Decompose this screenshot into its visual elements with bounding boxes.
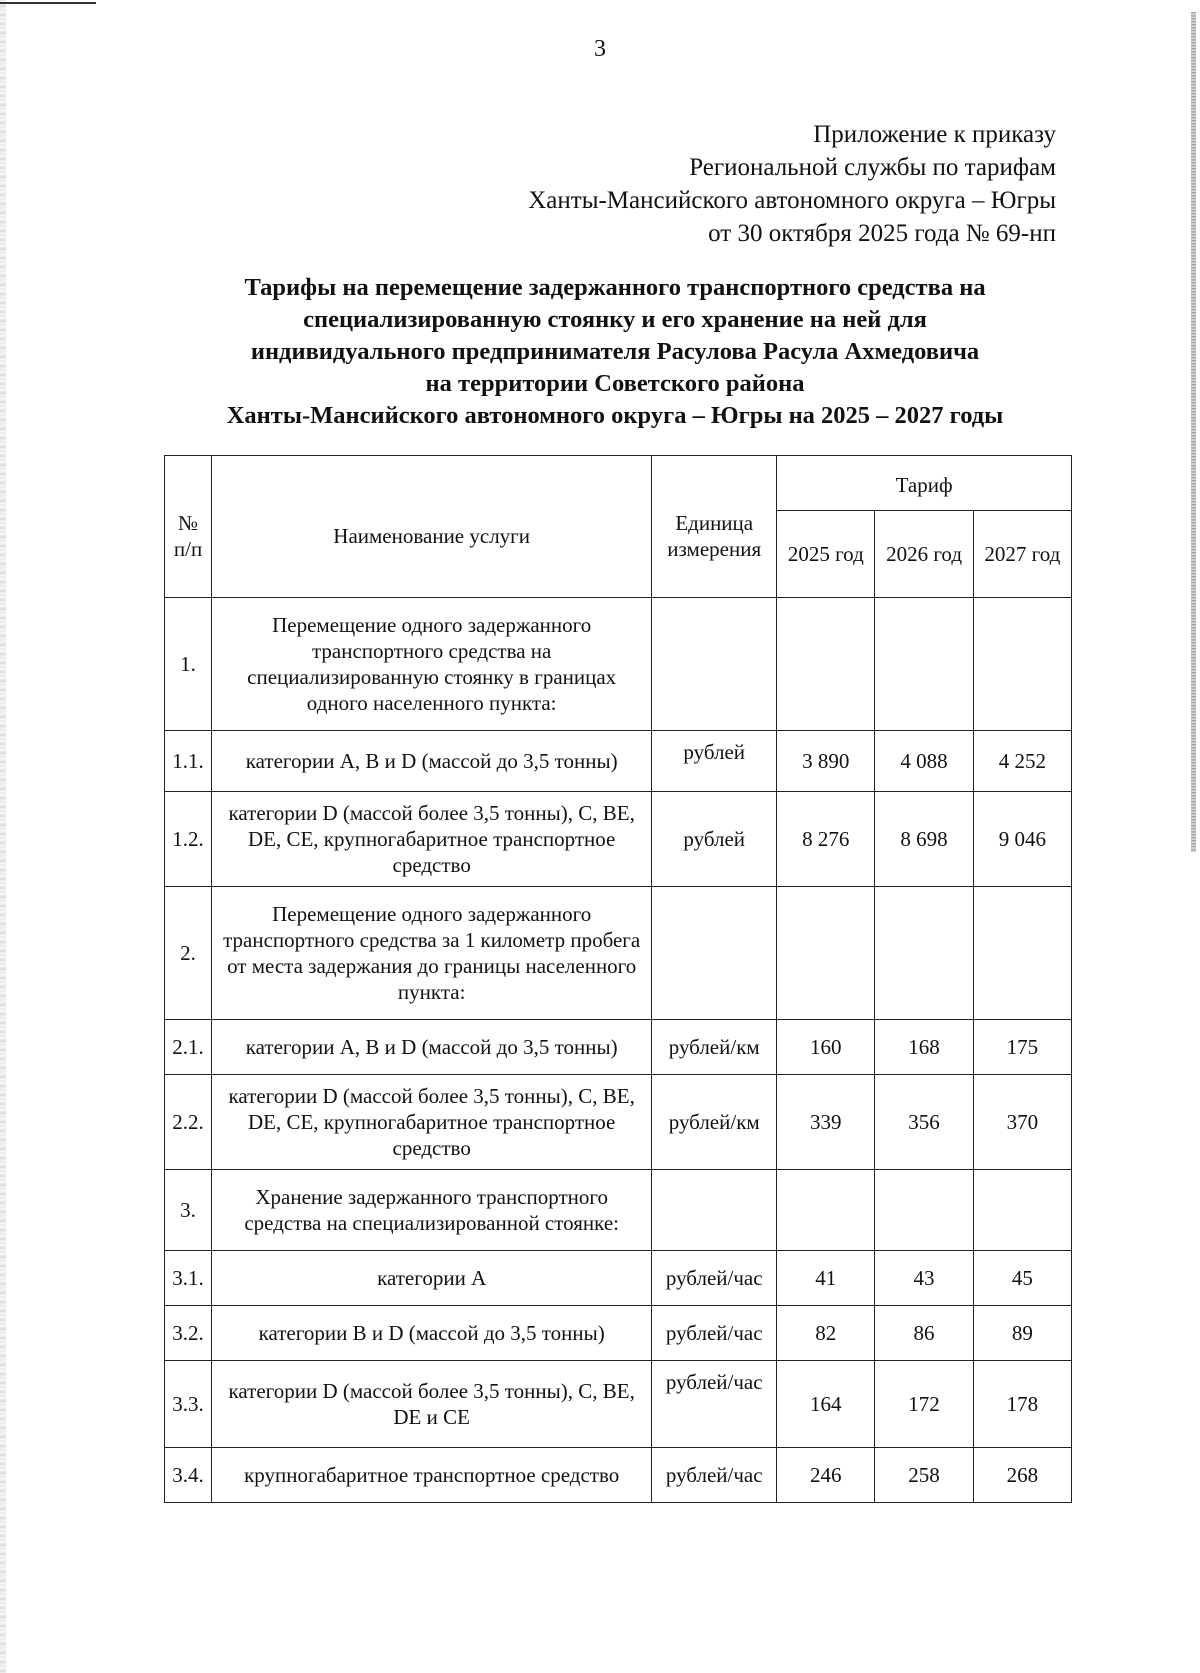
row-value-2026: 168 bbox=[875, 1020, 973, 1075]
row-value-2027: 370 bbox=[973, 1075, 1071, 1170]
row-no: 2. bbox=[165, 887, 212, 1020]
row-name: категории В и D (массой до 3,5 тонны) bbox=[212, 1306, 652, 1361]
row-value-2025: 164 bbox=[777, 1361, 875, 1448]
row-value-2026 bbox=[875, 887, 973, 1020]
header-year-2027: 2027 год bbox=[973, 511, 1071, 598]
row-unit: рублей/час bbox=[652, 1361, 777, 1448]
row-no: 1. bbox=[165, 598, 212, 731]
table-header-row bbox=[165, 456, 1072, 511]
appendix-line: Приложение к приказу bbox=[813, 121, 1056, 148]
row-value-2025: 41 bbox=[777, 1251, 875, 1306]
row-no: 2.2. bbox=[165, 1075, 212, 1170]
title-line: Ханты-Мансийского автономного округа – Югры на 2025 – 2027 годы bbox=[226, 402, 1004, 429]
row-value-2026: 172 bbox=[875, 1361, 973, 1448]
header-year-2026: 2026 год bbox=[875, 511, 973, 598]
table-row bbox=[165, 1020, 1072, 1075]
row-value-2025 bbox=[777, 1170, 875, 1251]
row-value-2025: 3 890 bbox=[777, 731, 875, 792]
row-no: 1.1. bbox=[165, 731, 212, 792]
row-name: категории А bbox=[212, 1251, 652, 1306]
row-no: 2.1. bbox=[165, 1020, 212, 1075]
row-value-2027: 178 bbox=[973, 1361, 1071, 1448]
table-row bbox=[165, 1251, 1072, 1306]
row-value-2025: 82 bbox=[777, 1306, 875, 1361]
table-row bbox=[165, 731, 1072, 792]
row-no: 3.1. bbox=[165, 1251, 212, 1306]
row-name: категории D (массой более 3,5 тонны), С, ВЕ, DЕ, СЕ, крупногабаритное транспортное средство bbox=[212, 1075, 652, 1170]
row-name: категории А, В и D (массой до 3,5 тонны) bbox=[212, 731, 652, 792]
row-value-2027 bbox=[973, 1170, 1071, 1251]
row-value-2027 bbox=[973, 887, 1071, 1020]
row-unit bbox=[652, 887, 777, 1020]
row-value-2026 bbox=[875, 1170, 973, 1251]
row-no: 3. bbox=[165, 1170, 212, 1251]
appendix-line: Ханты-Мансийского автономного округа – Югры bbox=[528, 187, 1056, 214]
table-row bbox=[165, 1170, 1072, 1251]
row-name: Перемещение одного задержанного транспортного средства на специализированную стоянку в границах одного населенного пункта: bbox=[212, 598, 652, 731]
header-name: Наименование услуги bbox=[212, 456, 652, 598]
row-name: Хранение задержанного транспортного средства на специализированной стоянке: bbox=[212, 1170, 652, 1251]
row-unit: рублей/час bbox=[652, 1251, 777, 1306]
row-value-2026 bbox=[875, 598, 973, 731]
row-value-2027 bbox=[973, 598, 1071, 731]
row-unit: рублей/час bbox=[652, 1306, 777, 1361]
document-title bbox=[150, 272, 1080, 432]
row-value-2027: 89 bbox=[973, 1306, 1071, 1361]
row-value-2025: 160 bbox=[777, 1020, 875, 1075]
table-row bbox=[165, 1075, 1072, 1170]
title-line: Тарифы на перемещение задержанного транспортного средства на bbox=[244, 274, 986, 301]
table-row bbox=[165, 598, 1072, 731]
row-name: Перемещение одного задержанного транспортного средства за 1 километр пробега от места задержания до границы населенного пункта: bbox=[212, 887, 652, 1020]
row-value-2026: 4 088 bbox=[875, 731, 973, 792]
table-row bbox=[165, 1448, 1072, 1503]
row-unit: рублей bbox=[652, 731, 777, 792]
row-value-2026: 258 bbox=[875, 1448, 973, 1503]
appendix-line: Региональной службы по тарифам bbox=[689, 154, 1056, 181]
row-unit: рублей/км bbox=[652, 1075, 777, 1170]
scan-edge-right bbox=[1191, 12, 1196, 852]
row-no: 3.3. bbox=[165, 1361, 212, 1448]
row-value-2025: 8 276 bbox=[777, 792, 875, 887]
row-value-2025 bbox=[777, 598, 875, 731]
table-row bbox=[165, 1306, 1072, 1361]
tariff-table bbox=[164, 455, 1072, 1503]
header-tariff: Тариф bbox=[777, 456, 1072, 511]
row-unit: рублей bbox=[652, 792, 777, 887]
row-value-2026: 43 bbox=[875, 1251, 973, 1306]
row-name: категории D (массой более 3,5 тонны), С, ВЕ, DЕ и СЕ bbox=[212, 1361, 652, 1448]
row-value-2026: 356 bbox=[875, 1075, 973, 1170]
row-no: 3.4. bbox=[165, 1448, 212, 1503]
title-line: индивидуального предпринимателя Расулова Расула Ахмедовича bbox=[250, 338, 980, 365]
header-no: № п/п bbox=[165, 456, 212, 598]
page-number: 3 bbox=[594, 36, 606, 62]
scan-top-mark bbox=[0, 2, 96, 4]
row-no: 1.2. bbox=[165, 792, 212, 887]
row-value-2026: 8 698 bbox=[875, 792, 973, 887]
row-value-2027: 45 bbox=[973, 1251, 1071, 1306]
table-row bbox=[165, 792, 1072, 887]
row-name: категории D (массой более 3,5 тонны), С, ВЕ, DЕ, СЕ, крупногабаритное транспортное средство bbox=[212, 792, 652, 887]
row-unit: рублей/км bbox=[652, 1020, 777, 1075]
appendix-line: от 30 октября 2025 года № 69-нп bbox=[708, 220, 1056, 247]
row-value-2027: 268 bbox=[973, 1448, 1071, 1503]
row-name: категории А, В и D (массой до 3,5 тонны) bbox=[212, 1020, 652, 1075]
row-value-2027: 9 046 bbox=[973, 792, 1071, 887]
row-value-2025 bbox=[777, 887, 875, 1020]
row-value-2027: 175 bbox=[973, 1020, 1071, 1075]
row-no: 3.2. bbox=[165, 1306, 212, 1361]
row-unit: рублей/час bbox=[652, 1448, 777, 1503]
row-value-2025: 339 bbox=[777, 1075, 875, 1170]
row-value-2025: 246 bbox=[777, 1448, 875, 1503]
row-unit bbox=[652, 598, 777, 731]
row-value-2027: 4 252 bbox=[973, 731, 1071, 792]
header-unit: Единица измерения bbox=[652, 456, 777, 598]
title-line: специализированную стоянку и его хранение на ней для bbox=[303, 306, 927, 333]
appendix-block bbox=[528, 118, 1056, 250]
header-year-2025: 2025 год bbox=[777, 511, 875, 598]
row-value-2026: 86 bbox=[875, 1306, 973, 1361]
table-row bbox=[165, 1361, 1072, 1448]
title-line: на территории Советского района bbox=[425, 370, 805, 397]
row-unit bbox=[652, 1170, 777, 1251]
row-name: крупногабаритное транспортное средство bbox=[212, 1448, 652, 1503]
scan-edge-left bbox=[0, 0, 6, 1673]
table-row bbox=[165, 887, 1072, 1020]
